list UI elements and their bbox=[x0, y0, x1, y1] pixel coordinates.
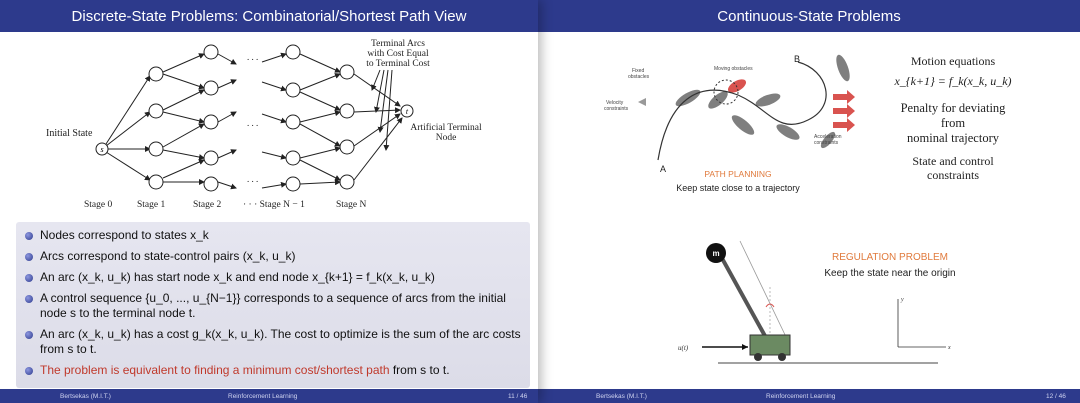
obstacle bbox=[729, 112, 757, 138]
left-footer-course: Reinforcement Learning bbox=[228, 392, 298, 400]
left-footer-page: 11 / 46 bbox=[508, 392, 528, 400]
left-footer bbox=[0, 389, 538, 403]
bullet-item: An arc (x_k, u_k) has start node x_k and end node x_{k+1} = f_k(x_k, u_k) bbox=[16, 270, 530, 285]
x-axis-label: x bbox=[948, 345, 951, 351]
force-label: u(t) bbox=[678, 344, 689, 352]
cart bbox=[750, 335, 790, 355]
trajectory bbox=[658, 62, 826, 160]
bullet-item: A control sequence {u_0, ..., u_{N−1}} corresponds to a sequence of arcs from the initial node s to the terminal node t. bbox=[16, 291, 530, 321]
constraints-line-1: State and control bbox=[912, 154, 994, 168]
regulation-caption: Keep the state near the origin bbox=[824, 268, 956, 279]
cart-wheel bbox=[754, 353, 762, 361]
stage-label-n-minus-1: · · · Stage N − 1 bbox=[243, 200, 305, 210]
point-a-label: A bbox=[660, 164, 667, 174]
left-slide bbox=[0, 0, 538, 403]
velocity-arrow bbox=[638, 98, 646, 106]
fixed-obstacles-label-2: obstacles bbox=[628, 74, 650, 80]
penalty-line-2: from bbox=[940, 116, 966, 130]
acceleration-arrow bbox=[833, 104, 855, 118]
terminal-arcs-label-1: Terminal Arcs bbox=[371, 39, 425, 49]
moving-obstacles-label: Moving obstacles bbox=[714, 66, 753, 72]
force-arrowhead bbox=[742, 344, 748, 350]
bullet-box bbox=[16, 222, 530, 388]
artificial-terminal-label-2: Node bbox=[435, 133, 457, 143]
right-footer-author: Bertsekas (M.I.T.) bbox=[596, 392, 647, 400]
acceleration-arrow bbox=[833, 90, 855, 104]
point-b-label: B bbox=[794, 54, 801, 64]
right-footer-course: Reinforcement Learning bbox=[766, 392, 836, 400]
ellipsis-middle: . . . bbox=[247, 118, 259, 128]
acceleration-arrow bbox=[833, 118, 855, 132]
velocity-constraints-label: Velocity bbox=[606, 100, 624, 106]
highlight-text: The problem is equivalent to finding a minimum cost/shortest path bbox=[40, 363, 390, 377]
y-axis-label: y bbox=[901, 297, 904, 303]
left-slide-title: Discrete-State Problems: Combinatorial/Shortest Path View bbox=[0, 0, 538, 32]
motion-title: Motion equations bbox=[910, 54, 996, 68]
penalty-text bbox=[878, 101, 1028, 146]
bullet-item: An arc (x_k, u_k) has a cost g_k(x_k, u_k). The cost to optimize is the sum of the arc costs from s to t. bbox=[16, 327, 530, 357]
obstacle bbox=[834, 53, 853, 83]
motion-equation: x_{k+1} = f_k(x_k, u_k) bbox=[894, 74, 1012, 88]
bullet-list bbox=[16, 222, 530, 378]
motion-panel bbox=[878, 54, 1028, 182]
start-node-label: s bbox=[100, 145, 104, 154]
constraints-text bbox=[878, 154, 1028, 182]
artificial-terminal-label-1: Artificial Terminal bbox=[410, 123, 482, 133]
acceleration-constraints-label-2: constraints bbox=[814, 140, 839, 146]
initial-state-label: Initial State bbox=[46, 128, 93, 139]
constraints-line-2: constraints bbox=[927, 168, 979, 182]
obstacle bbox=[754, 91, 782, 109]
terminal-arcs-label-2: with Cost Equal bbox=[367, 49, 429, 59]
force-line bbox=[740, 241, 788, 341]
ellipsis-top: . . . bbox=[247, 52, 259, 62]
right-footer-page: 12 / 46 bbox=[1046, 392, 1066, 400]
terminal-node-label: t bbox=[405, 107, 409, 116]
stage-label-2: Stage 2 bbox=[193, 200, 222, 210]
bullet-item: Nodes correspond to states x_k bbox=[16, 228, 530, 243]
path-planning-caption: Keep state close to a trajectory bbox=[676, 183, 800, 193]
left-footer-author: Bertsekas (M.I.T.) bbox=[60, 392, 111, 400]
stage-label-n: Stage N bbox=[336, 200, 367, 210]
path-planning-heading: PATH PLANNING bbox=[704, 169, 772, 179]
penalty-line-1: Penalty for deviating bbox=[900, 101, 1006, 115]
right-slide-title: Continuous-State Problems bbox=[538, 0, 1080, 32]
right-footer bbox=[538, 389, 1080, 403]
terminal-arcs-label-3: to Terminal Cost bbox=[366, 59, 430, 69]
angle-arc bbox=[766, 304, 774, 307]
bullet-item: Arcs correspond to state-control pairs (x_k, u_k) bbox=[16, 249, 530, 264]
cart-wheel bbox=[778, 353, 786, 361]
path-planning-illustration bbox=[598, 40, 918, 210]
stage-label-0: Stage 0 bbox=[84, 200, 113, 210]
mass-label: m bbox=[712, 249, 720, 258]
right-slide bbox=[538, 0, 1080, 403]
stage-label-1: Stage 1 bbox=[137, 200, 166, 210]
velocity-constraints-label-2: constraints bbox=[604, 106, 629, 112]
regulation-heading: REGULATION PROBLEM bbox=[832, 252, 948, 263]
inverted-pendulum-illustration bbox=[678, 235, 978, 375]
pendulum-rod bbox=[718, 251, 770, 345]
ellipsis-bottom: . . . bbox=[247, 174, 259, 184]
shortest-path-diagram bbox=[0, 32, 538, 222]
fixed-obstacles-label: Fixed bbox=[632, 68, 645, 74]
penalty-line-3: nominal trajectory bbox=[907, 131, 999, 145]
bullet-item-highlight bbox=[16, 363, 530, 378]
acceleration-constraints-label: Acceleration bbox=[814, 134, 842, 140]
highlight-rest: from s to t. bbox=[389, 363, 450, 377]
